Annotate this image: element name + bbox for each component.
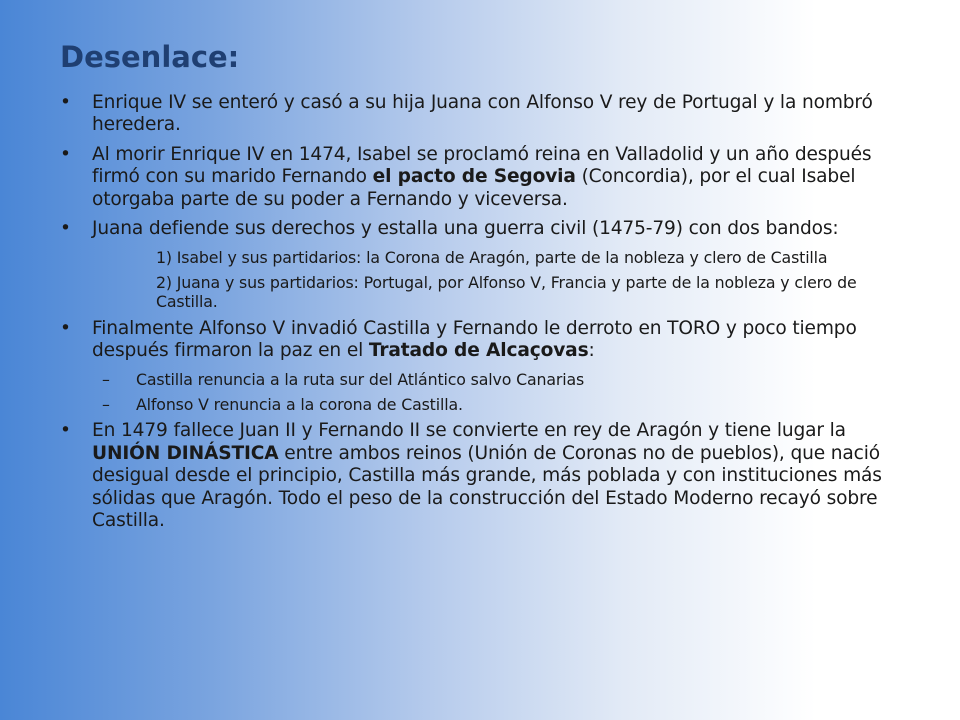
bullet-item-2 bbox=[60, 144, 908, 211]
bullet-text: Finalmente Alfonso V invadió Castilla y Fernando le derroto en TORO y poco tiempo después firmaron la paz en el bbox=[92, 317, 857, 362]
bullet-marker: • bbox=[60, 92, 71, 113]
bold-text-tratado-alcacovas: Tratado de Alcaçovas bbox=[368, 340, 589, 362]
dash-text: Alfonso V renuncia a la corona de Castilla. bbox=[136, 394, 463, 414]
sub-item-isabel: 1) Isabel y sus partidarios: la Corona de Aragón, parte de la nobleza y clero de Castilla bbox=[156, 247, 828, 267]
bullet-marker: • bbox=[60, 317, 71, 339]
bullet-text: Al morir Enrique IV en 1474, Isabel se proclamó reina en Valladolid y un año después firmó con su marido Fernando bbox=[92, 143, 872, 188]
bullet-item-1 bbox=[60, 92, 908, 137]
bullet-marker: • bbox=[60, 143, 71, 165]
bullet-text: Juana defiende sus derechos y estalla una guerra civil (1475-79) con dos bandos: bbox=[92, 218, 839, 240]
bold-text-union-dinastica: UNIÓN DINÁSTICA bbox=[92, 442, 279, 464]
bullet-item-5 bbox=[60, 420, 908, 532]
dash-marker: – bbox=[102, 369, 110, 389]
bullet-item-4 bbox=[60, 318, 908, 363]
bullet-text: : bbox=[588, 340, 595, 362]
dash-item-castilla bbox=[60, 370, 908, 389]
bullet-item-3 bbox=[60, 218, 908, 240]
bullet-text: entre ambos reinos (Unión de Coronas no de pueblos), que nació desigual desde el principio, Castilla más grande, más poblada y con instituciones más sólidas que Aragón. Todo el peso de la construcción del Estado Moderno recayó sobre Castilla. bbox=[92, 442, 882, 532]
sub-item-juana: 2) Juana y sus partidarios: Portugal, por Alfonso V, Francia y parte de la nobleza y clero de Castilla. bbox=[156, 273, 857, 312]
slide-content bbox=[60, 92, 908, 540]
bullet-text: Enrique IV se enteró y casó a su hija Juana con Alfonso V rey de Portugal y la nombró heredera. bbox=[92, 92, 873, 136]
dash-text: Castilla renuncia a la ruta sur del Atlántico salvo Canarias bbox=[136, 369, 585, 389]
bullet-text: (Concordia), por el cual Isabel otorgaba parte de su poder a Fernando y viceversa. bbox=[92, 166, 856, 210]
bullet-marker: • bbox=[60, 420, 71, 442]
dash-item-alfonso bbox=[60, 395, 908, 414]
slide-title: Desenlace: bbox=[60, 40, 240, 74]
dash-marker: – bbox=[102, 394, 110, 414]
bold-text-pacto-segovia: el pacto de Segovia bbox=[372, 166, 576, 188]
bullet-marker: • bbox=[60, 218, 71, 240]
bullet-text: En 1479 fallece Juan II y Fernando II se convierte en rey de Aragón y tiene lugar la bbox=[92, 420, 846, 442]
